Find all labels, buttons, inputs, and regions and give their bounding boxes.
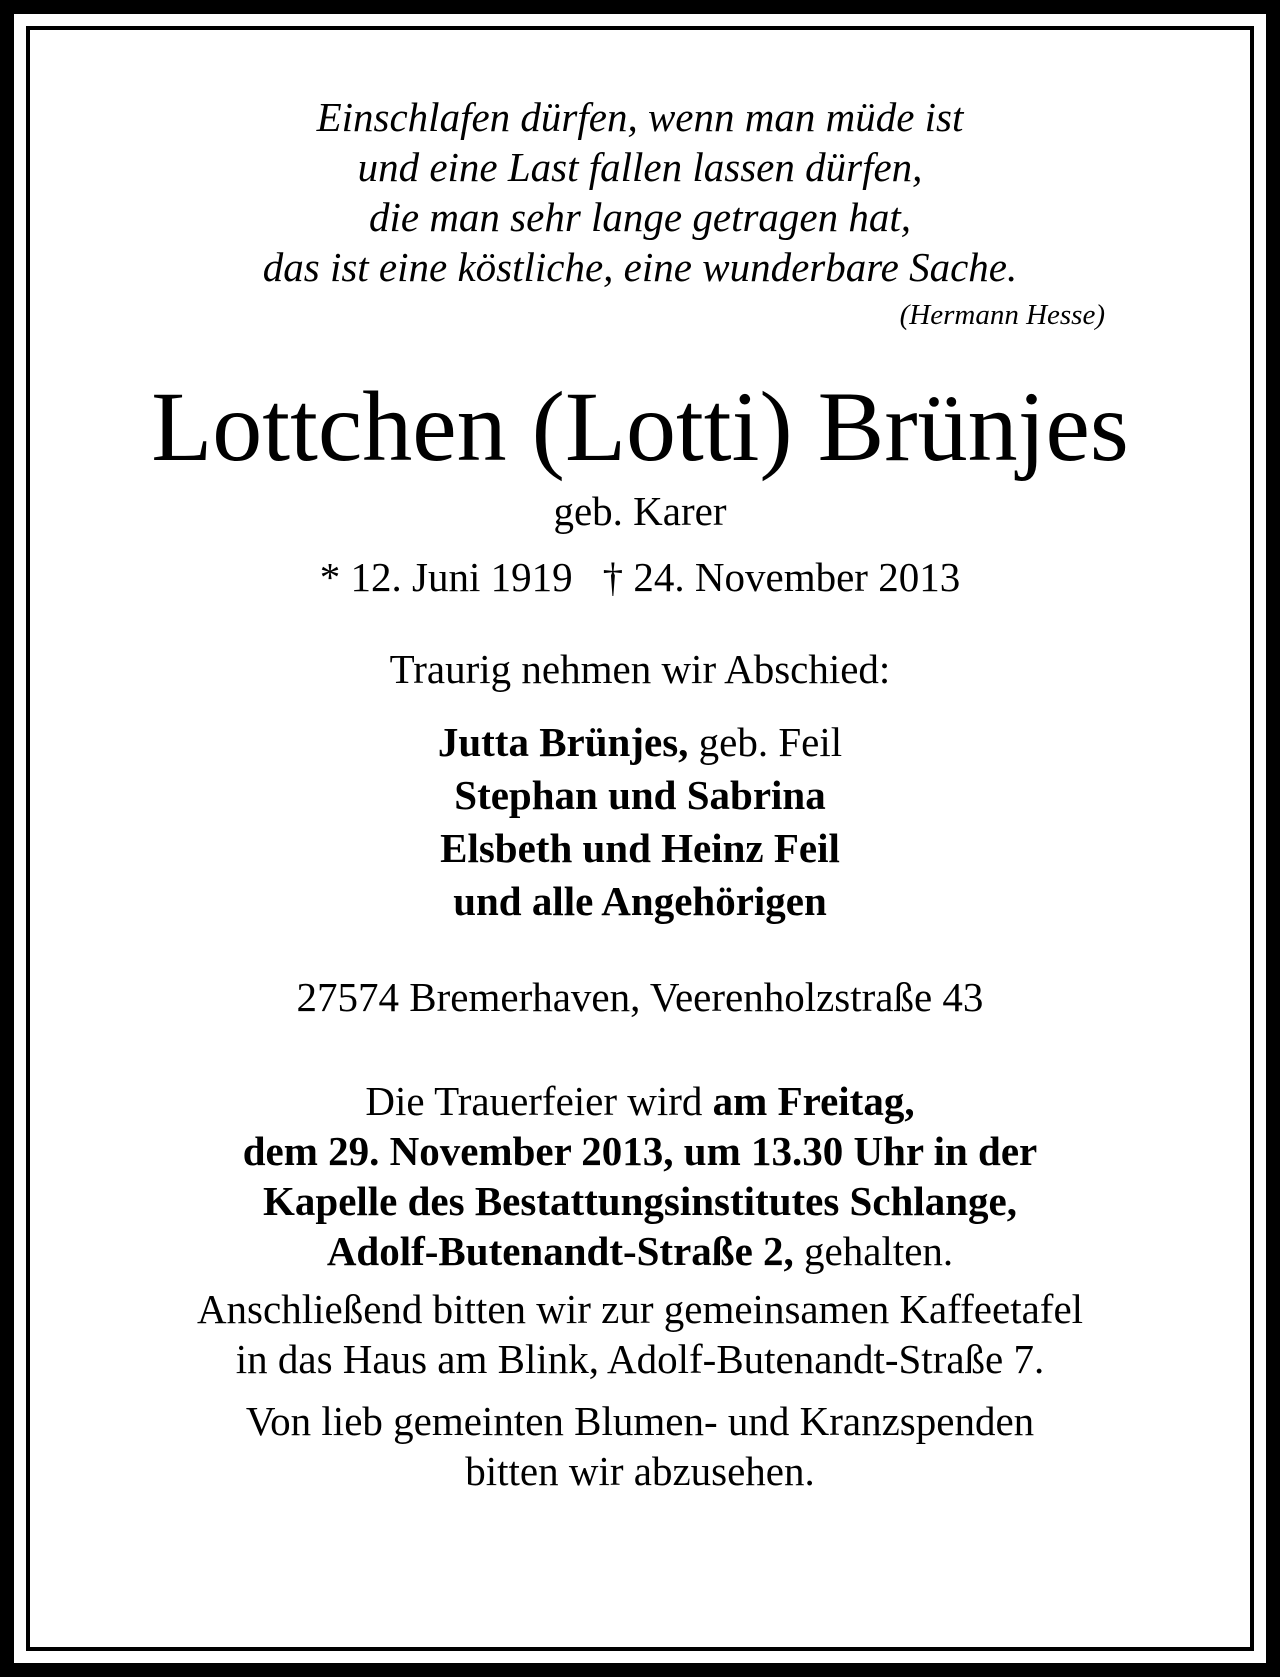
poem-line: und eine Last fallen lassen dürfen,: [357, 144, 923, 190]
mourners-list: [30, 716, 1250, 928]
poem-line: die man sehr lange getragen hat,: [368, 194, 912, 240]
ceremony-datetime: dem 29. November 2013, um 13.30 Uhr in der: [242, 1128, 1038, 1174]
ceremony-details: [30, 1076, 1250, 1276]
life-dates: [30, 552, 1250, 602]
ceremony-day: am Freitag,: [712, 1078, 915, 1124]
ceremony-line: [30, 1126, 1250, 1176]
poem-author: (Hermann Hesse): [899, 299, 1105, 331]
birth-date: * 12. Juni 1919: [319, 554, 573, 600]
ceremony-text: Die Trauerfeier wird: [365, 1078, 713, 1124]
ceremony-line: [30, 1226, 1250, 1276]
mourner-maiden-name: geb. Feil: [688, 719, 843, 765]
flowers-line: Von lieb gemeinten Blumen- und Kranzspenden: [245, 1398, 1035, 1444]
flowers-line: bitten wir abzusehen.: [465, 1448, 815, 1494]
death-date: † 24. November 2013: [602, 554, 961, 600]
coffee-invitation: [30, 1284, 1250, 1384]
ceremony-street: Adolf-Butenandt-Straße 2,: [326, 1228, 794, 1274]
poem-line: Einschlafen dürfen, wenn man müde ist: [316, 94, 964, 140]
maiden-name: geb. Karer: [553, 488, 727, 534]
ceremony-line: [30, 1076, 1250, 1126]
mourner-name: und alle Angehörigen: [453, 878, 827, 924]
family-address: 27574 Bremerhaven, Veerenholzstraße 43: [296, 974, 984, 1020]
ceremony-text: gehalten.: [793, 1228, 954, 1274]
obituary-notice: [30, 30, 1250, 1496]
poem-line: das ist eine köstliche, eine wunderbare Sache.: [262, 244, 1018, 290]
ceremony-line: [30, 1176, 1250, 1226]
mourner-line: [30, 716, 1250, 769]
mourner-name: Stephan und Sabrina: [454, 772, 826, 818]
poem-quote: [30, 92, 1250, 292]
farewell-line: Traurig nehmen wir Abschied:: [389, 646, 891, 692]
coffee-line: Anschließend bitten wir zur gemeinsamen Kaffeetafel: [196, 1286, 1084, 1332]
mourner-name: Jutta Brünjes,: [437, 719, 689, 765]
mourner-name: Elsbeth und Heinz Feil: [440, 825, 840, 871]
flowers-request: [30, 1396, 1250, 1496]
deceased-name: Lottchen (Lotti) Brünjes: [151, 371, 1129, 482]
coffee-line: in das Haus am Blink, Adolf-Butenandt-Straße 7.: [235, 1336, 1045, 1382]
mourner-line: [30, 769, 1250, 822]
mourner-line: [30, 875, 1250, 928]
ceremony-venue: Kapelle des Bestattungsinstitutes Schlange,: [263, 1178, 1017, 1224]
mourner-line: [30, 822, 1250, 875]
